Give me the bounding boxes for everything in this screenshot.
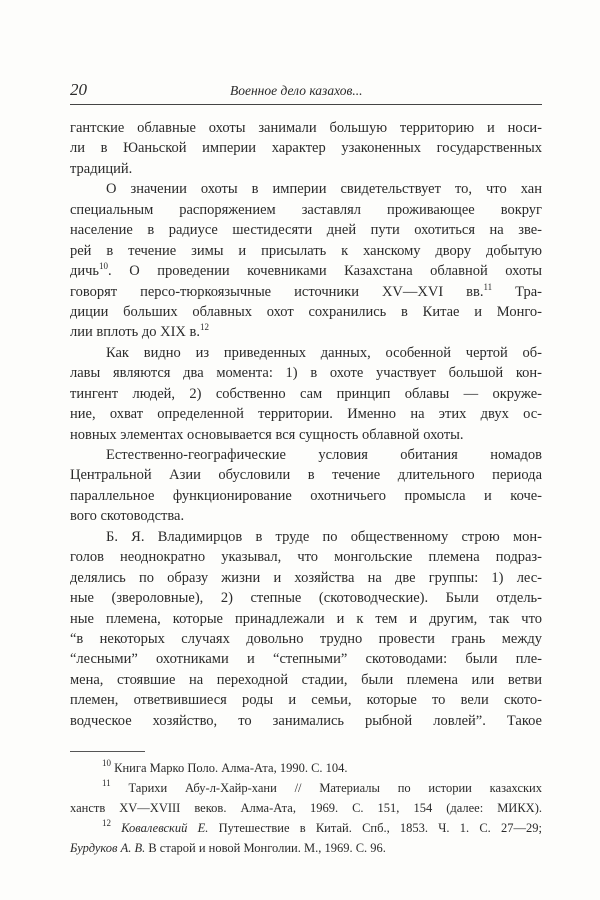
text-run: ные (звероловные), 2) степные (скотоводческие). Были отдель- [70,590,542,607]
text-run: специальным распоряжением заставлял проживающее вокруг [70,201,542,218]
body-line [70,547,542,567]
body-line [70,159,542,179]
body-line [70,138,542,158]
running-title: Военное дело казахов... [230,83,363,98]
body-line [70,486,542,506]
body-line [70,404,542,424]
running-header [70,80,542,102]
body-line [70,670,542,690]
text-run: гантские облавные охоты занимали большую территорию и носи- [70,120,542,136]
body-line [70,322,542,342]
footnote-ref: 10 [99,261,109,272]
text-run: лавы являются два момента: 1) в охоте участвует большой кон- [70,365,542,382]
text-run: диции больших облавных охот сохранились в Китае и Монго- [70,303,542,320]
body-line [70,588,542,608]
footnote-ref: 12 [199,322,209,333]
footnote-line [70,818,542,838]
author-name: Бурдуков А. В. [70,841,146,855]
footnote-rule [70,751,145,752]
footnote-line [70,778,542,798]
text-run: ли в Юаньской империи характер узаконенных государственных [70,140,542,157]
text-run: “в некоторых случаях довольно трудно провести грань между [70,630,542,647]
text-run: лии вплоть до XIX в. [70,324,200,341]
text-run: говорят персо-тюркоязычные источники XV—XVI вв. [70,283,484,300]
text-run [111,821,121,835]
text-run: . О проведении кочевниками Казахстана облавной охоты [108,263,542,280]
body-line [70,527,542,547]
text-run: Тарихи Абу-л-Хайр-хани // Материалы по истории казахских [110,781,542,795]
body-line [70,649,542,669]
text-run: Книга Марко Поло. Алма-Ата, 1990. С. 104. [111,761,348,775]
body-line [70,220,542,240]
text-run: Как видно из приведенных данных, особенной чертой об- [106,344,542,361]
footnote-line [70,758,542,778]
text-run: традиций. [70,160,133,177]
text-run: население в радиусе шестидесяти дней пути охотиться на зве- [70,222,542,239]
text-run: племен, ответвившиеся роды и семьи, которые то вели ското- [70,692,542,709]
text-run: Тра- [492,283,542,300]
text-run: вого скотоводства. [70,508,185,525]
header-rule [70,104,542,105]
text-run: мена, стоявшие на переходной стадии, были племена или ветви [70,671,542,688]
text-run: новных элементах основывается вся сущность облавной охоты. [70,426,464,443]
body-line [70,282,542,302]
body-line [70,241,542,261]
footnote-line [70,838,542,858]
text-run: Естественно-географические условия обитания номадов [106,447,542,463]
body-line [70,690,542,710]
footnote-ref: 10 [102,758,111,768]
text-run: Путешествие в Китай. Спб., 1853. Ч. 1. С. 27—29; [208,821,543,835]
footnote-ref: 12 [102,818,111,828]
text-run: тингент людей, 2) собственно сам принцип облавы — окруже- [70,385,542,402]
text-run: В старой и новой Монголии. М., 1969. С. 96. [145,841,386,855]
body-text [70,118,542,731]
text-run: ханств XV—XVIII веков. Алма-Ата, 1969. С. 151, 154 (далее: МИКХ). [70,801,542,815]
body-line [70,200,542,220]
text-run: ние, охват определенной территории. Именно на этих двух ос- [70,406,542,423]
body-line [70,506,542,526]
body-line [70,384,542,404]
body-line [70,179,542,199]
body-line [70,363,542,383]
body-line [70,711,542,731]
body-line [70,302,542,322]
text-run: “лесными” охотниками и “степными” скотоводами: были пле- [70,651,542,668]
body-line [70,568,542,588]
text-run: делялись по образу жизни и хозяйства на две группы: 1) лес- [70,569,542,586]
text-run: рей в течение зимы и присылать к ханскому двору добытую [70,242,542,259]
page-number: 20 [70,80,87,99]
body-line [70,629,542,649]
text-run: ные племена, которые принадлежали и к тем и другим, так что [70,610,542,627]
footnote-ref: 11 [102,778,111,788]
body-line [70,118,542,138]
body-line [70,609,542,629]
text-run: параллельное функционирование охотничьего промысла и коче- [70,487,542,504]
footnote-ref: 11 [483,281,493,292]
text-run: Б. Я. Владимирцов в труде по общественному строю мон- [106,528,542,545]
text-run: водческое хозяйство, то занимались рыбной ловлей”. Такое [70,712,542,729]
body-line [70,425,542,445]
text-run: О значении охоты в империи свидетельствует то, что хан [106,181,542,198]
body-line [70,445,542,465]
author-name: Ковалевский Е. [121,821,209,835]
text-run: голов неоднократно указывал, что монгольские племена подраз- [70,549,542,566]
text-run: Центральной Азии обусловили в течение длительного периода [70,467,542,484]
body-line [70,261,542,281]
footnotes [70,758,542,858]
footnote-line [70,798,542,818]
text-run: дичь [70,263,100,280]
body-line [70,465,542,485]
body-line [70,343,542,363]
